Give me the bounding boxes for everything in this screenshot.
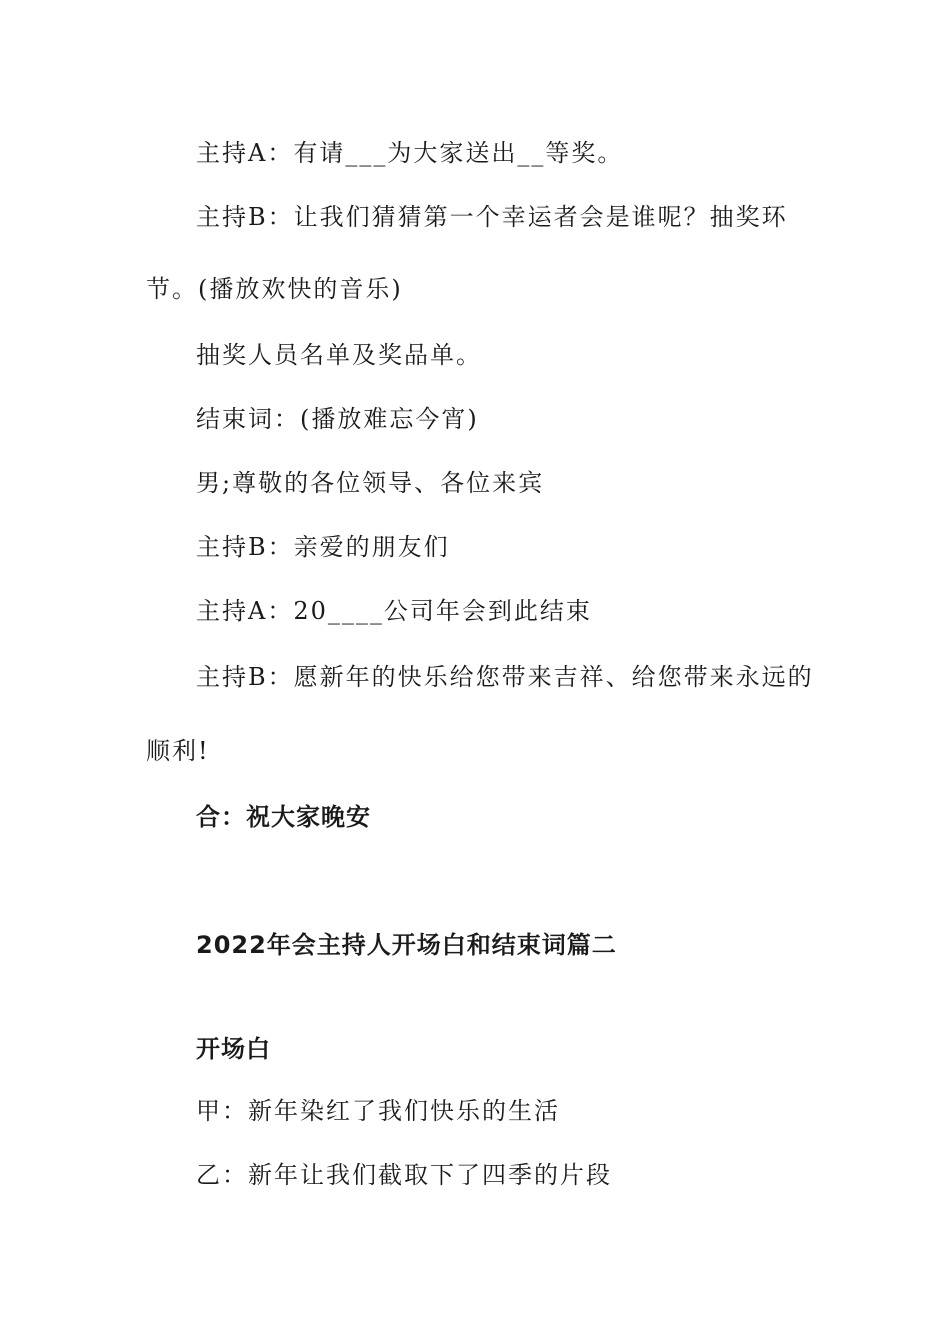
paragraph-host-b-guess: 主持B：让我们猜猜第一个幸运者会是谁呢？抽奖环 xyxy=(196,203,788,231)
paragraph-host-a-invite: 主持A：有请___为大家送出__等奖。 xyxy=(196,139,624,167)
dialogue-line-jia: 甲：新年染红了我们快乐的生活 xyxy=(196,1097,560,1125)
paragraph-closing-words: 结束词：(播放难忘今宵) xyxy=(196,405,479,433)
section-title: 2022年会主持人开场白和结束词篇二 xyxy=(196,931,617,959)
paragraph-host-b-friends: 主持B：亲爱的朋友们 xyxy=(196,533,450,561)
paragraph-host-b-wish: 主持B：愿新年的快乐给您带来吉祥、给您带来永远的 xyxy=(196,663,814,691)
subsection-title: 开场白 xyxy=(196,1035,271,1063)
paragraph-together-goodnight: 合：祝大家晚安 xyxy=(196,803,371,831)
paragraph-male-greeting: 男;尊敬的各位领导、各位来宾 xyxy=(196,469,545,497)
paragraph-host-a-end: 主持A：20____公司年会到此结束 xyxy=(196,597,592,625)
paragraph-host-b-guess-continued: 节。(播放欢快的音乐) xyxy=(146,275,403,303)
dialogue-line-yi: 乙：新年让我们截取下了四季的片段 xyxy=(196,1161,612,1189)
paragraph-host-b-wish-continued: 顺利! xyxy=(146,737,210,765)
paragraph-lottery-list: 抽奖人员名单及奖品单。 xyxy=(196,341,482,369)
